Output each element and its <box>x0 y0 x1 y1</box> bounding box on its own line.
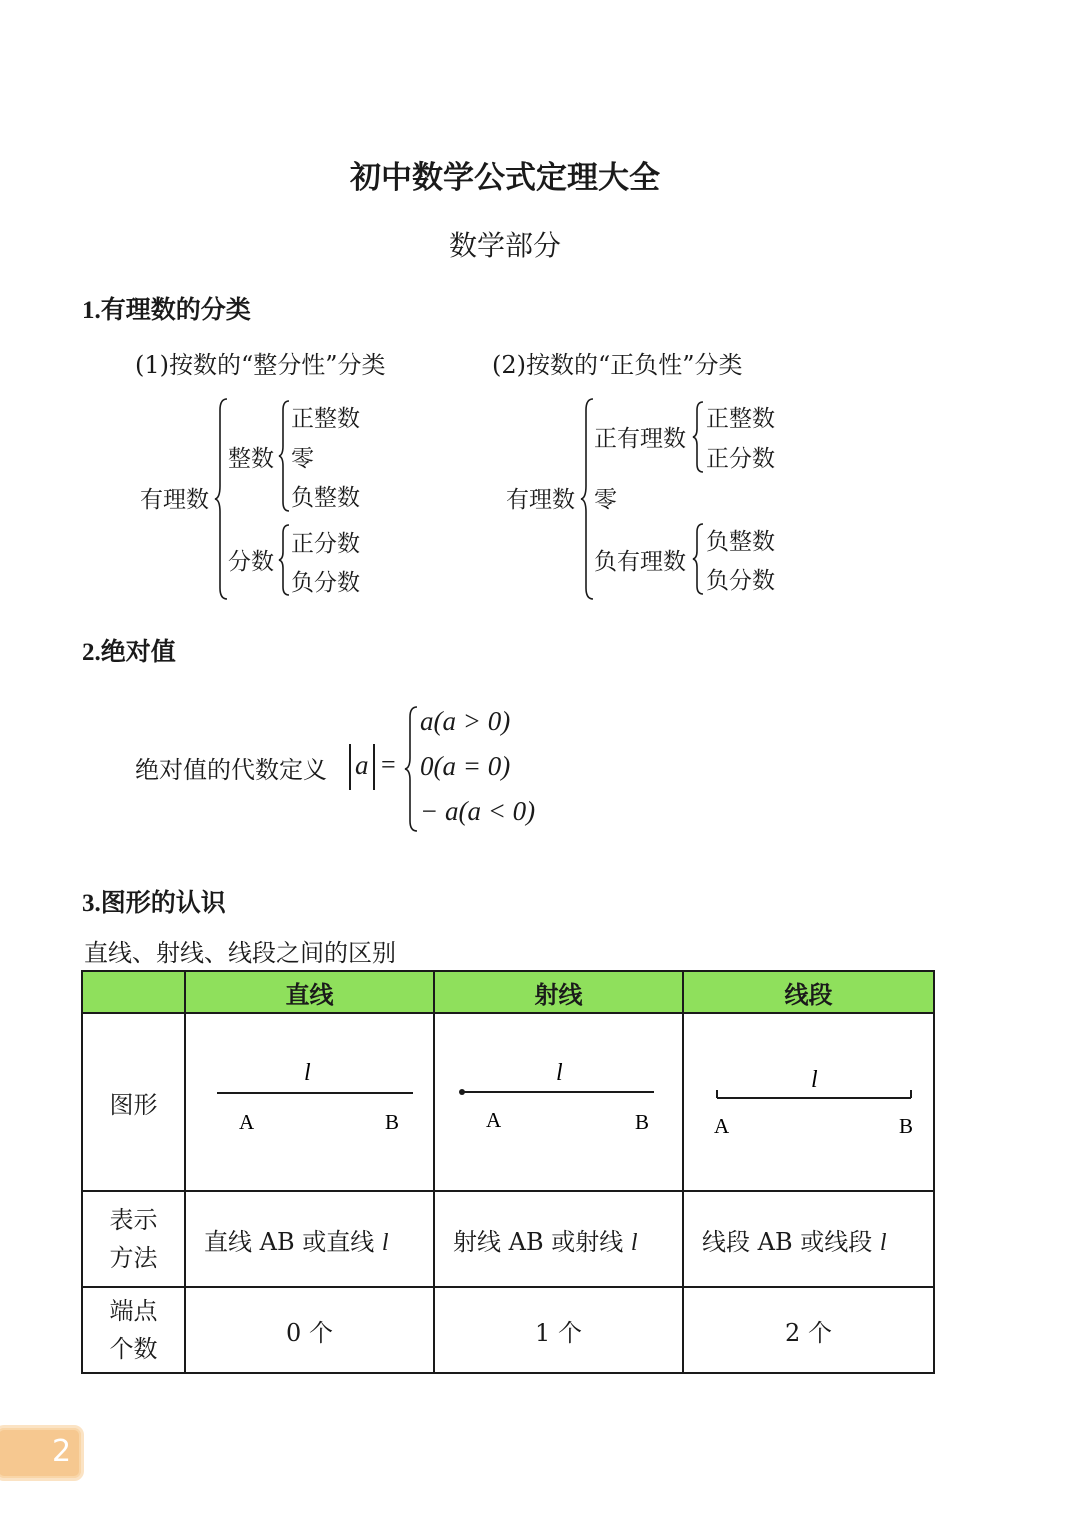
line-comparison-table <box>81 970 935 1374</box>
section-2-number: 2. <box>82 639 101 666</box>
abs-equals: = <box>381 750 396 779</box>
table-row <box>82 1191 934 1287</box>
section-1-title: 有理数的分类 <box>100 295 251 324</box>
classification-1-caption: (1)按数的“整分性”分类 <box>135 351 386 379</box>
tree2-negative-item-1: 负整数 <box>706 529 775 555</box>
abs-case-negative: − a(a < 0) <box>420 796 536 826</box>
page-subtitle: 数学部分 <box>448 229 561 262</box>
notation-segment-cell <box>683 1191 934 1287</box>
notation-line-text: 直线 AB 或直线 <box>204 1227 382 1256</box>
tree2-root-brace <box>580 398 594 600</box>
classification-2-caption: (2)按数的“正负性”分类 <box>492 351 743 379</box>
table-header-row <box>82 971 934 1013</box>
section-2-heading <box>82 632 176 668</box>
notation-segment-var: l <box>879 1229 887 1256</box>
tree1-integer-item-2: 零 <box>291 446 314 472</box>
ray-point-b: B <box>635 1110 650 1134</box>
ray-label-l: l <box>556 1060 563 1086</box>
endpoints-line: 0 个 <box>185 1287 434 1373</box>
row-label-endpoints <box>82 1287 185 1373</box>
ray-figure <box>436 1014 681 1184</box>
abs-bar-right <box>373 744 375 790</box>
notation-ray-text: 射线 AB 或射线 <box>453 1227 631 1256</box>
figure-segment-cell <box>683 1013 934 1191</box>
abs-variable: a <box>355 750 369 780</box>
ray-point-a: A <box>486 1108 502 1132</box>
tree2-root: 有理数 <box>506 487 575 513</box>
segment-point-a: A <box>714 1114 730 1138</box>
endpoints-segment: 2 个 <box>683 1287 934 1373</box>
table-header-segment: 线段 <box>683 971 934 1013</box>
section-1-number: 1. <box>82 297 101 324</box>
tree2-positive: 正有理数 <box>594 426 686 452</box>
abs-case-positive: a(a > 0) <box>420 706 511 736</box>
tree1-root-brace <box>214 398 228 600</box>
tree1-root: 有理数 <box>140 487 209 513</box>
abs-definition-label: 绝对值的代数定义 <box>135 756 327 784</box>
table-header-line: 直线 <box>185 971 434 1013</box>
line-point-b: B <box>385 1110 400 1134</box>
abs-bar-left <box>349 744 351 790</box>
notation-ray-var: l <box>630 1229 638 1256</box>
tree1-integer: 整数 <box>228 446 274 472</box>
table-row <box>82 1013 934 1191</box>
tree2-negative-item-2: 负分数 <box>706 568 775 594</box>
section-1-heading <box>82 290 251 326</box>
section-3-number: 3. <box>82 890 101 917</box>
line-figure <box>187 1014 432 1184</box>
section-3-heading <box>82 883 226 919</box>
tree2-positive-item-1: 正整数 <box>706 406 775 432</box>
notation-segment-text: 线段 AB 或线段 <box>702 1227 880 1256</box>
line-label-l: l <box>304 1060 311 1086</box>
row-label-endpoints-line1: 端点 <box>109 1297 158 1325</box>
table-row <box>82 1287 934 1373</box>
tree1-integer-item-3: 负整数 <box>291 485 360 511</box>
tree1-fraction-item-2: 负分数 <box>291 570 360 596</box>
row-label-figure: 图形 <box>82 1013 185 1191</box>
notation-line-cell <box>185 1191 434 1287</box>
tree1-fraction-brace <box>278 524 290 596</box>
section-3-title: 图形的认识 <box>100 888 226 917</box>
page-number: 2 <box>52 1434 72 1469</box>
table-header-empty <box>82 971 185 1013</box>
tree2-positive-item-2: 正分数 <box>706 446 775 472</box>
notation-ray-cell <box>434 1191 683 1287</box>
segment-label-l: l <box>811 1067 818 1093</box>
tree1-fraction-item-1: 正分数 <box>291 531 360 557</box>
table-header-ray: 射线 <box>434 971 683 1013</box>
tree1-fraction: 分数 <box>228 549 274 575</box>
tree1-integer-brace <box>278 400 290 512</box>
tree2-zero: 零 <box>594 487 617 513</box>
row-label-notation-line1: 表示 <box>109 1206 158 1234</box>
page-number-badge <box>0 1425 84 1481</box>
tree2-negative: 负有理数 <box>594 549 686 575</box>
figure-line-cell <box>185 1013 434 1191</box>
notation-line-var: l <box>381 1229 389 1256</box>
section-3-intro: 直线、射线、线段之间的区别 <box>84 939 396 967</box>
segment-point-b: B <box>899 1114 914 1138</box>
segment-figure <box>685 1014 932 1184</box>
abs-cases-brace <box>404 706 418 832</box>
row-label-notation <box>82 1191 185 1287</box>
row-label-notation-line2: 方法 <box>109 1244 158 1272</box>
section-2-title: 绝对值 <box>100 637 176 666</box>
tree2-positive-brace <box>692 401 704 473</box>
figure-ray-cell <box>434 1013 683 1191</box>
page-title: 初中数学公式定理大全 <box>350 160 660 196</box>
line-point-a: A <box>239 1110 255 1134</box>
tree1-integer-item-1: 正整数 <box>291 406 360 432</box>
row-label-endpoints-line2: 个数 <box>109 1335 158 1363</box>
abs-case-zero: 0(a = 0) <box>420 751 511 781</box>
tree2-negative-brace <box>692 523 704 595</box>
endpoints-ray: 1 个 <box>434 1287 683 1373</box>
